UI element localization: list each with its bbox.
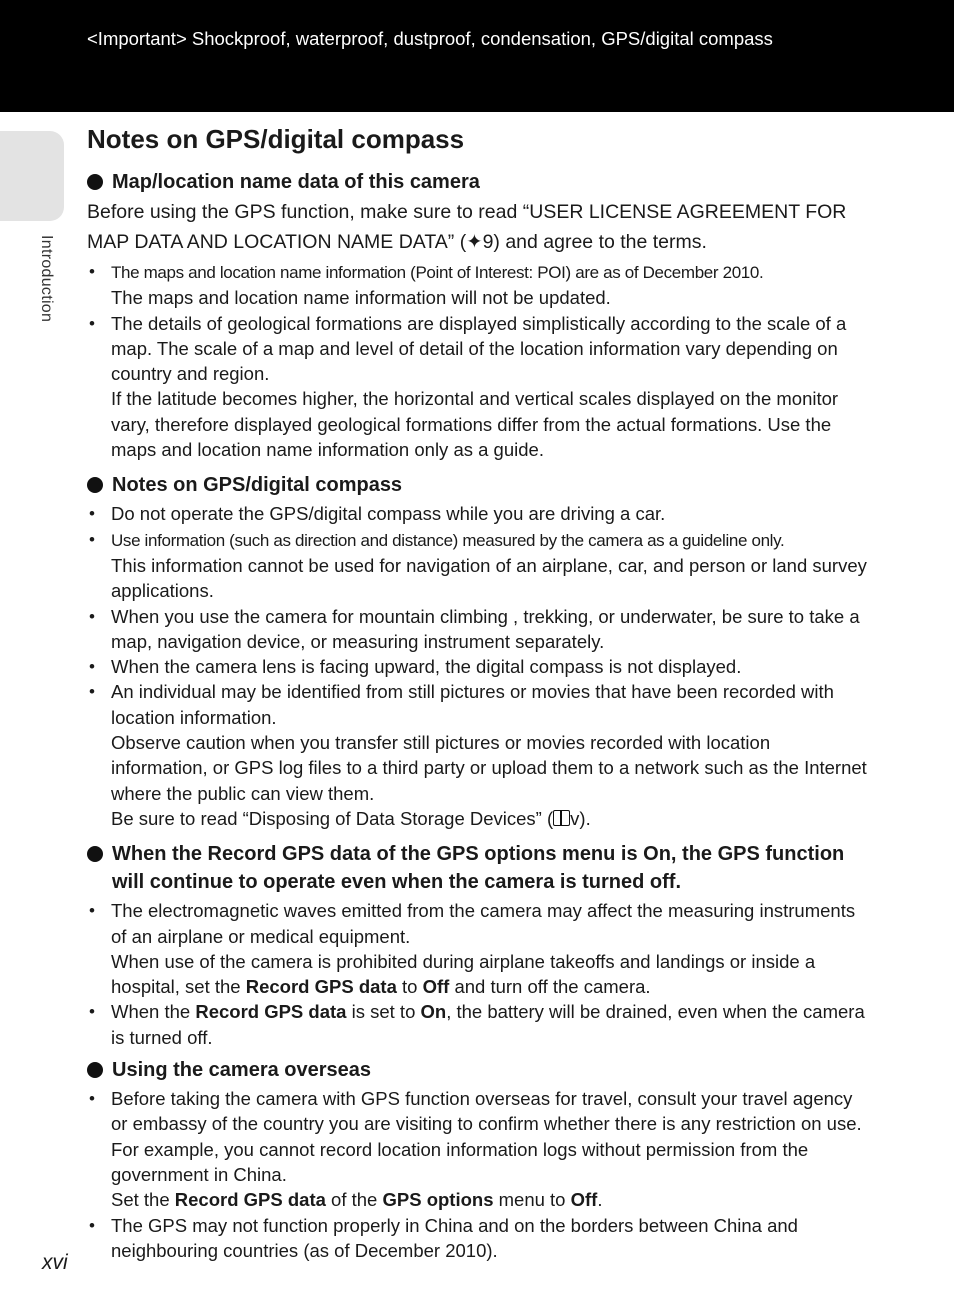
section-intro (87, 197, 867, 257)
reference-icon: ✦ (466, 231, 483, 253)
setting-name: Record GPS data (245, 976, 397, 998)
bullet-circle-icon (87, 174, 103, 190)
list-item (87, 1086, 867, 1212)
bullet-list (87, 501, 867, 831)
item-note-text: menu to (493, 1189, 571, 1211)
item-text: The electromagnetic waves emitted from the camera may affect the measuring instruments of an airplane or medical equipment. (111, 900, 856, 947)
item-text: is set to (346, 1001, 421, 1023)
bullet-circle-icon (87, 1062, 103, 1078)
item-text: Before taking the camera with GPS function overseas for travel, consult your travel agency or embassy of the country you are visiting to confirm whether there is any restriction on use. (111, 1088, 862, 1135)
setting-name: Record GPS data (174, 1189, 326, 1211)
setting-value: Off (570, 1189, 598, 1211)
item-text: The maps and location name information (Point of Interest: POI) are as of December 2010. (111, 263, 764, 282)
item-note: If the latitude becomes higher, the horizontal and vertical scales displayed on the monitor vary, therefore displayed geological formations differ from the actual formations. Use the maps and location name information only as a guide. (111, 388, 839, 461)
bullet-circle-icon (87, 846, 103, 862)
list-item (87, 501, 867, 526)
item-note-text: . (597, 1189, 603, 1211)
item-note-text: of the (325, 1189, 383, 1211)
item-text-cont: This information cannot be used for navigation of an airplane, car, and person or land survey applications. (111, 554, 867, 602)
section-heading-text: Map/location name data of this camera (112, 171, 480, 193)
section-heading (87, 1056, 867, 1084)
section-heading-text: Using the camera overseas (112, 1059, 372, 1082)
item-note: Observe caution when you transfer still pictures or movies recorded with location information, or GPS log files to a third party or upload them to a network such as the Internet where the public can view them. (111, 732, 867, 804)
list-item (87, 654, 867, 679)
side-tab-label: Introduction (38, 235, 55, 323)
menu-name: GPS options (382, 1189, 494, 1211)
item-text: An individual may be identified from still pictures or movies that have been recorded with location information. (111, 681, 834, 728)
setting-value: Off (422, 976, 450, 998)
item-note-text: to (396, 976, 423, 998)
item-text: , the battery will be drained, even when the camera is turned off. (111, 1001, 865, 1048)
intro-text-end: 9) and agree to the terms. (482, 231, 707, 253)
bullet-list (87, 898, 867, 1050)
bullet-circle-icon (87, 477, 103, 493)
header-band (0, 0, 954, 112)
item-text: When you use the camera for mountain climbing , trekking, or underwater, be sure to take a map, navigation device, or measuring instrument separately. (111, 605, 860, 652)
list-item (87, 679, 867, 831)
list-item (87, 311, 867, 463)
page-content (87, 168, 867, 1263)
bullet-list (87, 1086, 867, 1263)
bullet-list (87, 259, 867, 462)
intro-text: Before using the GPS function, make sure to read “USER LICENSE AGREEMENT FOR MAP DATA AND LOCATION NAME DATA” ( (87, 201, 847, 253)
page-number: xvi (42, 1251, 68, 1274)
item-text-cont: The maps and location name information will not be updated. (111, 287, 611, 309)
item-note-text: Set the (111, 1189, 175, 1211)
setting-name: Record GPS data (195, 1001, 347, 1023)
book-icon (553, 810, 570, 826)
item-note-ref-end: v). (570, 807, 591, 829)
list-item (87, 527, 867, 604)
list-item (87, 1213, 867, 1264)
list-item (87, 604, 867, 655)
list-item (87, 898, 867, 999)
item-note: When use of the camera is prohibited during airplane takeoffs and landings or inside a hospital, set the (111, 950, 816, 998)
item-text: The GPS may not function properly in China and on the borders between China and neighbouring countries (as of December 2010). (111, 1214, 798, 1261)
section-heading-text: Notes on GPS/digital compass (112, 474, 403, 497)
side-tab (0, 131, 64, 221)
item-text: The details of geological formations are displayed simplistically according to the scale of a map. The scale of a map and level of detail of the location information vary depending on country and region. (111, 312, 847, 385)
section-heading-text: When the Record GPS data of the GPS options menu is On, the GPS function will continue to operate even when the camera is turned off. (112, 843, 845, 894)
setting-value: On (420, 1001, 447, 1023)
item-note-text: and turn off the camera. (449, 976, 651, 998)
section-heading (87, 840, 867, 896)
item-text: Do not operate the GPS/digital compass while you are driving a car. (111, 503, 666, 525)
header-title: <Important> Shockproof, waterproof, dustproof, condensation, GPS/digital compass (87, 28, 773, 49)
item-text: When the camera lens is facing upward, the digital compass is not displayed. (111, 656, 742, 678)
section-heading (87, 168, 867, 196)
item-note-ref: Be sure to read “Disposing of Data Storage Devices” ( (111, 807, 554, 829)
section-heading (87, 471, 867, 499)
page-title: Notes on GPS/digital compass (87, 124, 465, 154)
item-text: When the (111, 1001, 196, 1023)
item-note: For example, you cannot record location information logs without permission from the government in China. (111, 1138, 809, 1185)
item-text: Use information (such as direction and distance) measured by the camera as a guideline only. (111, 530, 785, 550)
list-item (87, 259, 867, 311)
list-item (87, 999, 867, 1050)
